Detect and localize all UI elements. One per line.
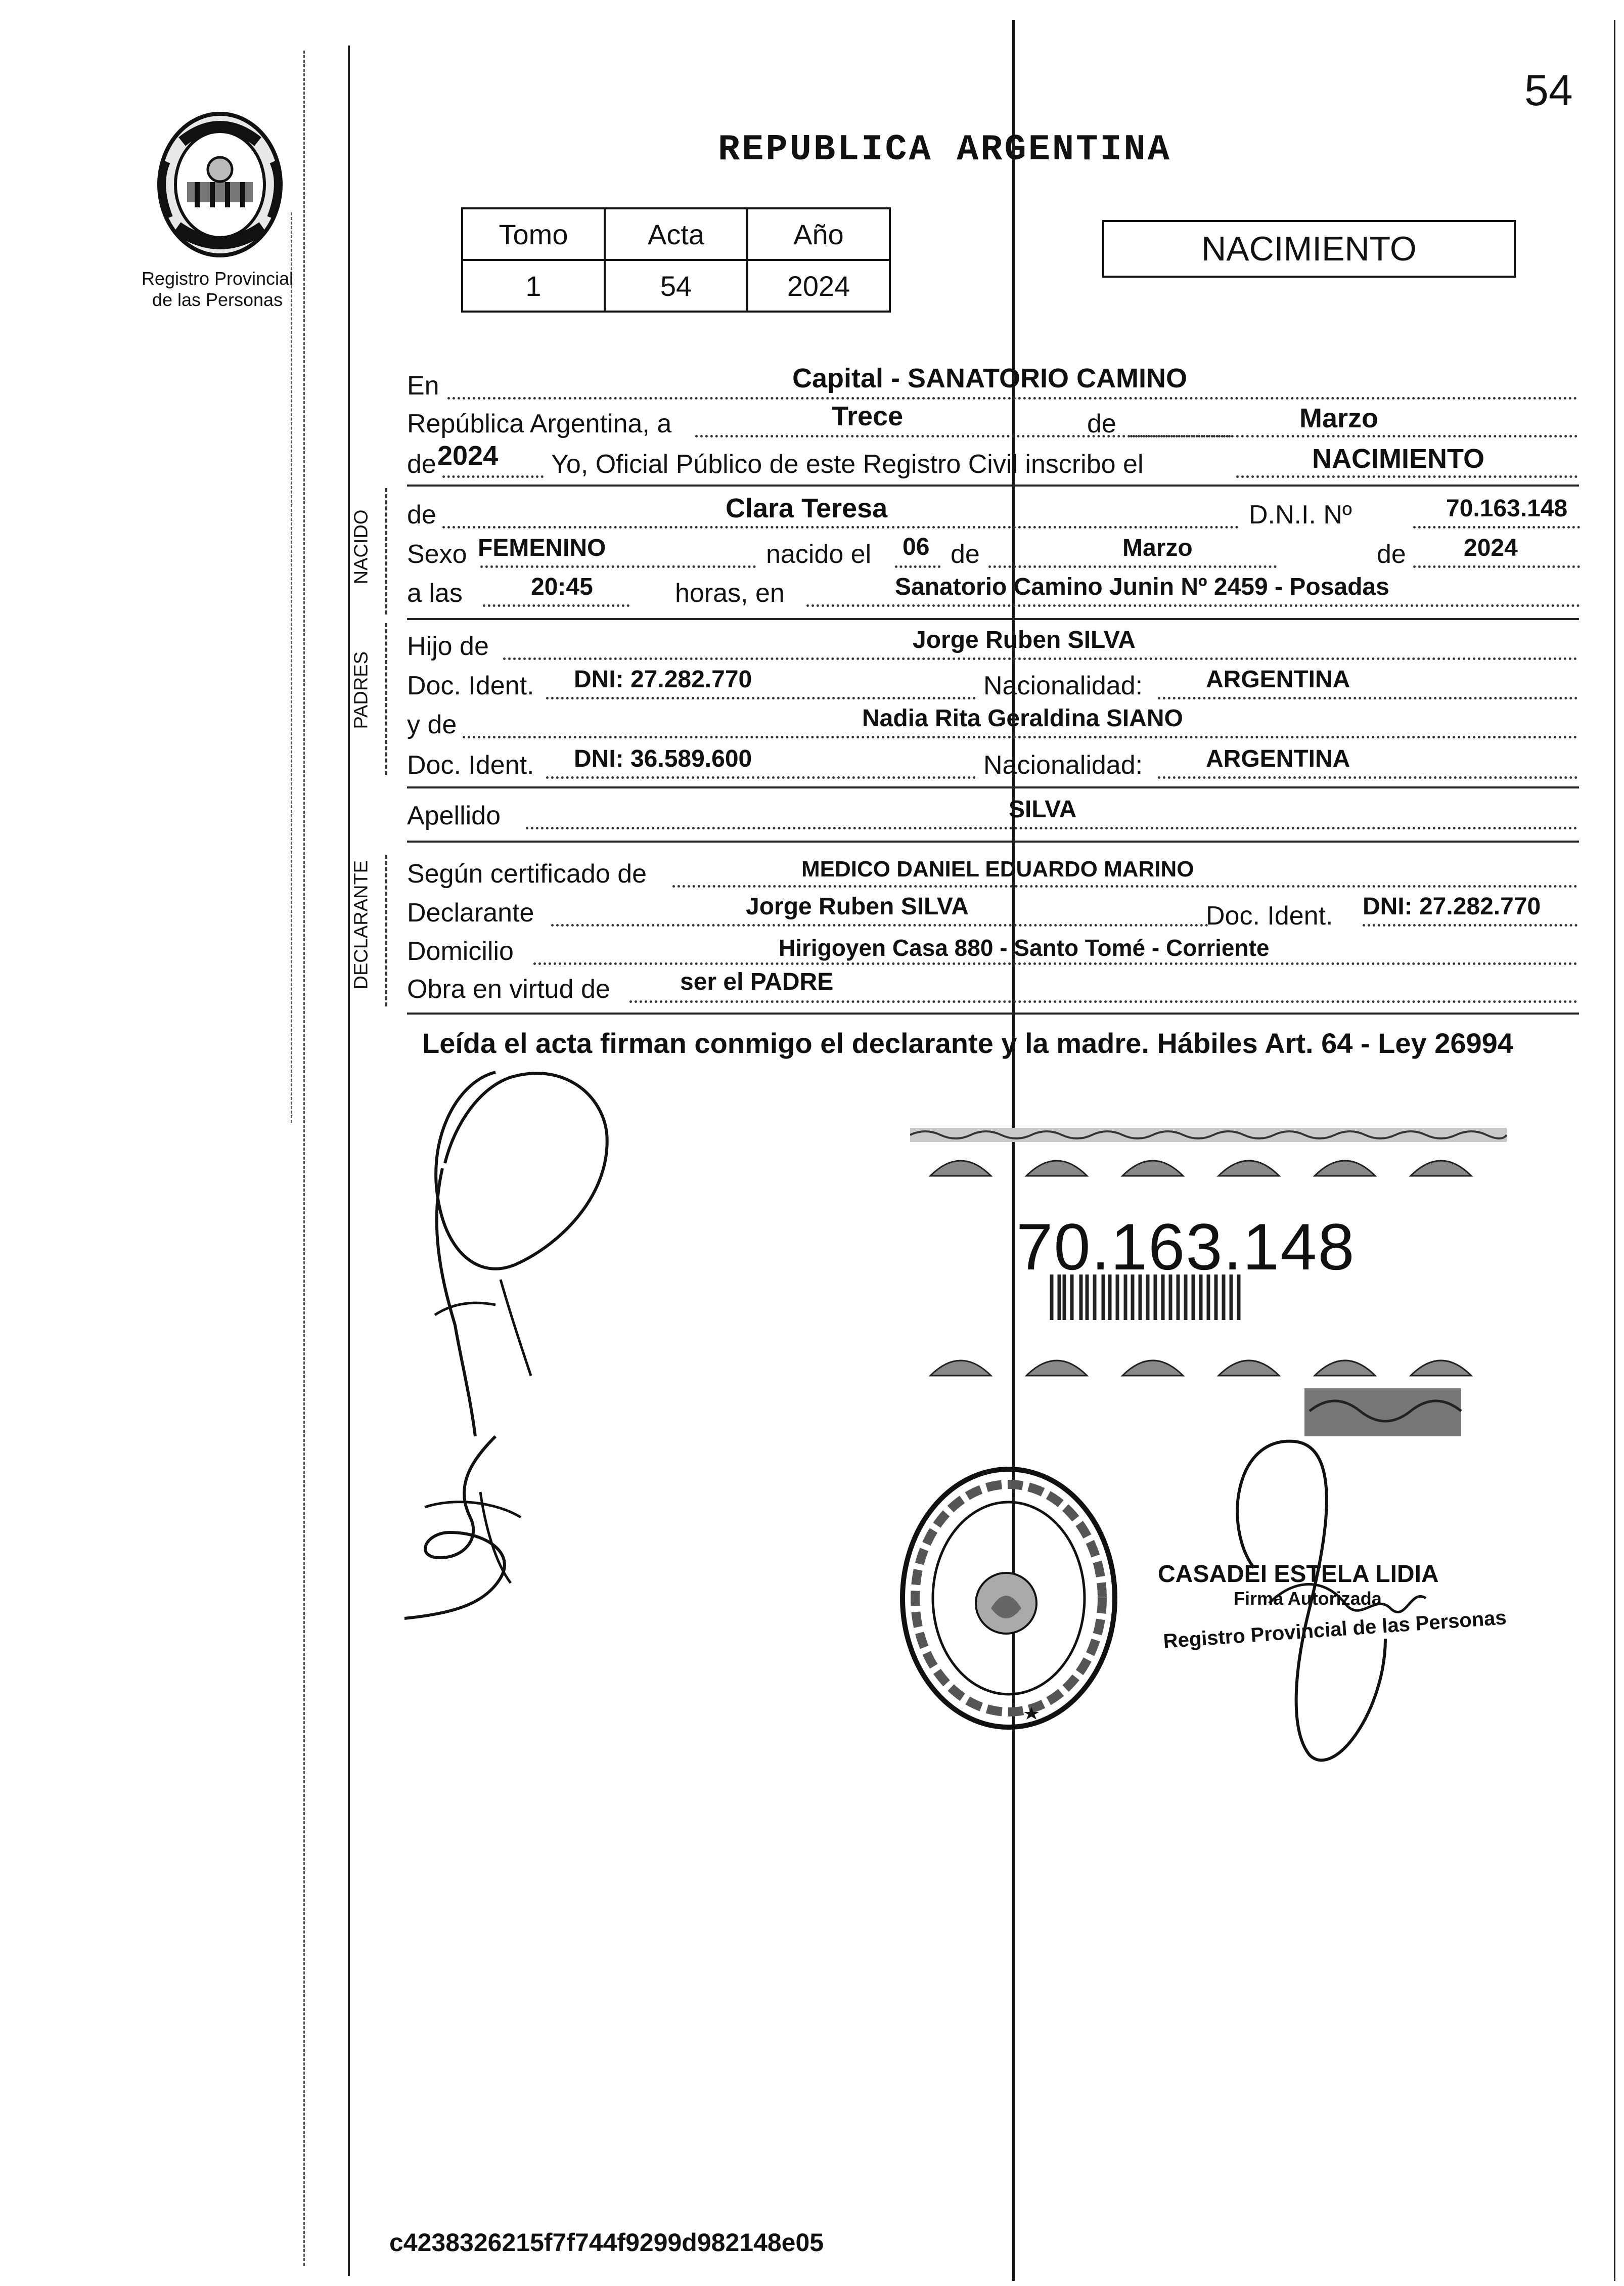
- act-type-value: NACIMIENTO: [1312, 444, 1485, 474]
- left-edge-marks: [303, 51, 305, 2266]
- birth-time-value: 20:45: [531, 574, 593, 600]
- dotted-line: [483, 604, 629, 607]
- mother-signature: [394, 1431, 556, 1623]
- intro-line-2: [407, 401, 1580, 445]
- republica-label: República Argentina, a: [407, 409, 672, 438]
- doc-ident-label: Doc. Ident.: [407, 671, 534, 700]
- doc-ident-label: Doc. Ident.: [1206, 901, 1333, 931]
- record-table-cell: 2024: [747, 260, 890, 312]
- dotted-line: [1413, 526, 1580, 529]
- dotted-line: [546, 697, 976, 699]
- registry-label: [131, 268, 303, 311]
- certificado-label: Según certificado de: [407, 859, 647, 889]
- record-table: [461, 207, 891, 313]
- intro-line-3: [407, 441, 1580, 486]
- dotted-line: [806, 604, 1580, 607]
- birth-year-value: 2024: [1464, 535, 1518, 561]
- left-margin-line: [348, 46, 350, 2276]
- section-divider: [407, 786, 1579, 788]
- month-value: Marzo: [1299, 403, 1379, 433]
- section-divider: [407, 618, 1579, 620]
- nacionalidad-label: Nacionalidad:: [983, 751, 1143, 780]
- declarante-doc-value: DNI: 27.282.770: [1363, 893, 1541, 920]
- document-hash: c4238326215f7f744f9299d982148e05: [389, 2228, 824, 2257]
- dotted-line: [1130, 435, 1577, 437]
- section-divider: [407, 1013, 1579, 1015]
- dotted-line: [551, 924, 1208, 927]
- apellido-label: Apellido: [407, 801, 501, 830]
- padres-line-1: [407, 627, 1580, 668]
- dotted-line: [503, 657, 1577, 660]
- dotted-line: [895, 565, 940, 568]
- record-table-header-row: [462, 208, 890, 260]
- domicilio-label: Domicilio: [407, 937, 514, 966]
- nacionalidad-label: Nacionalidad:: [983, 671, 1143, 700]
- certificado-value: MEDICO DANIEL EDUARDO MARINO: [801, 857, 1194, 882]
- year-value: 2024: [437, 441, 499, 471]
- left-edge-marks-2: [291, 212, 292, 1123]
- dotted-line: [463, 736, 1577, 738]
- section-divider: [407, 841, 1579, 843]
- right-margin-line: [1614, 20, 1615, 2281]
- birth-place-value: Sanatorio Camino Junin Nº 2459 - Posadas: [895, 574, 1389, 600]
- registry-label-line2: de las Personas: [152, 289, 283, 310]
- record-table-cell: 54: [605, 260, 747, 312]
- document-title: REPUBLICA ARGENTINA: [718, 129, 1171, 170]
- sexo-label: Sexo: [407, 540, 467, 569]
- day-value: Trece: [832, 401, 904, 431]
- declarant-signature: [394, 1062, 678, 1446]
- dotted-line: [533, 962, 1577, 965]
- padres-bracket: [385, 623, 389, 775]
- mother-doc-value: DNI: 36.589.600: [574, 745, 752, 772]
- father-doc-value: DNI: 27.282.770: [574, 666, 752, 693]
- padres-line-2: [407, 667, 1580, 707]
- dotted-line: [447, 397, 1577, 400]
- sexo-value: FEMENINO: [478, 535, 606, 561]
- dotted-line: [480, 565, 756, 568]
- domicilio-value: Hirigoyen Casa 880 - Santo Tomé - Corriente: [779, 935, 1270, 961]
- de-label: de: [1087, 409, 1116, 438]
- doc-ident-label: Doc. Ident.: [407, 751, 534, 780]
- de-label: de: [951, 540, 980, 569]
- obra-label: Obra en virtud de: [407, 975, 610, 1004]
- nacido-line-1: [407, 493, 1580, 536]
- section-label-declarante: DECLARANTE: [350, 860, 372, 990]
- mother-nationality-value: ARGENTINA: [1206, 745, 1350, 772]
- official-registry: Registro Provincial de las Personas: [1162, 1606, 1507, 1653]
- section-label-nacido: NACIDO: [350, 509, 372, 585]
- padres-line-3: [407, 706, 1580, 746]
- dotted-line: [1158, 776, 1577, 779]
- horas-en-label: horas, en: [675, 579, 785, 608]
- mother-name-value: Nadia Rita Geraldina SIANO: [862, 705, 1183, 732]
- document-kind-box: NACIMIENTO: [1102, 220, 1516, 278]
- y-de-label: y de: [407, 710, 457, 739]
- page-number: 54: [1524, 66, 1573, 115]
- father-name-value: Jorge Ruben SILVA: [913, 627, 1136, 653]
- closing-statement: Leída el acta firman conmigo el declarante y la madre. Hábiles Art. 64 - Ley 26994: [422, 1027, 1513, 1059]
- father-nationality-value: ARGENTINA: [1206, 666, 1350, 693]
- officer-text: Yo, Oficial Público de este Registro Civil inscribo el: [551, 450, 1144, 479]
- dotted-line: [988, 565, 1277, 568]
- record-table-header: Acta: [605, 208, 747, 260]
- en-label: En: [407, 371, 439, 401]
- birth-month-value: Marzo: [1122, 535, 1193, 561]
- apellido-value: SILVA: [1009, 796, 1077, 823]
- section-label-padres: PADRES: [350, 651, 372, 729]
- birth-day-value: 06: [903, 534, 930, 560]
- obra-value: ser el PADRE: [680, 969, 834, 995]
- declarante-line-2: [407, 894, 1580, 934]
- official-name: CASADEI ESTELA LIDIA: [1158, 1561, 1439, 1588]
- dni-label: D.N.I. Nº: [1249, 500, 1352, 530]
- a-las-label: a las: [407, 579, 463, 608]
- nacido-el-label: nacido el: [766, 540, 872, 569]
- dotted-line: [629, 1000, 1577, 1003]
- official-role: Firma Autorizada: [1234, 1588, 1382, 1609]
- place-value: Capital - SANATORIO CAMINO: [792, 363, 1188, 393]
- declarante-label: Declarante: [407, 898, 534, 928]
- declarante-bracket: [385, 855, 389, 1006]
- declarante-line-3: [407, 932, 1580, 973]
- record-table-header: Año: [747, 208, 890, 260]
- nacido-bracket: [385, 488, 389, 614]
- child-name-value: Clara Teresa: [726, 493, 888, 523]
- section-divider: [407, 485, 1579, 487]
- registry-label-line1: Registro Provincial: [141, 268, 294, 289]
- padres-line-4: [407, 746, 1580, 786]
- dotted-line: [526, 827, 1577, 829]
- record-table-value-row: [462, 260, 890, 312]
- intro-line-1: [407, 363, 1580, 407]
- de-label: de: [407, 500, 436, 530]
- declarante-name-value: Jorge Ruben SILVA: [746, 893, 969, 920]
- de-label-2: de: [1377, 540, 1406, 569]
- registry-round-seal: [890, 1457, 1127, 1760]
- dotted-line: [672, 885, 1577, 888]
- dotted-line: [442, 526, 1239, 529]
- nacido-line-2: [407, 535, 1580, 576]
- dotted-line: [1363, 924, 1577, 927]
- record-table-header: Tomo: [462, 208, 605, 260]
- record-table-cell: 1: [462, 260, 605, 312]
- dotted-line: [1236, 475, 1577, 478]
- dotted-line: [546, 776, 976, 779]
- hijo-de-label: Hijo de: [407, 632, 489, 661]
- de-label-2: de: [407, 450, 436, 479]
- nacido-line-3: [407, 574, 1580, 614]
- apellido-line: [407, 797, 1580, 837]
- dotted-line: [442, 475, 544, 478]
- dotted-line: [1158, 697, 1577, 699]
- province-seal-logo: [147, 106, 293, 263]
- child-dni-value: 70.163.148: [1446, 495, 1568, 522]
- declarante-line-1: [407, 855, 1580, 895]
- declarante-line-4: [407, 970, 1580, 1010]
- dotted-line: [1413, 565, 1580, 568]
- security-stamp-number: 70.163.148: [1016, 1210, 1356, 1284]
